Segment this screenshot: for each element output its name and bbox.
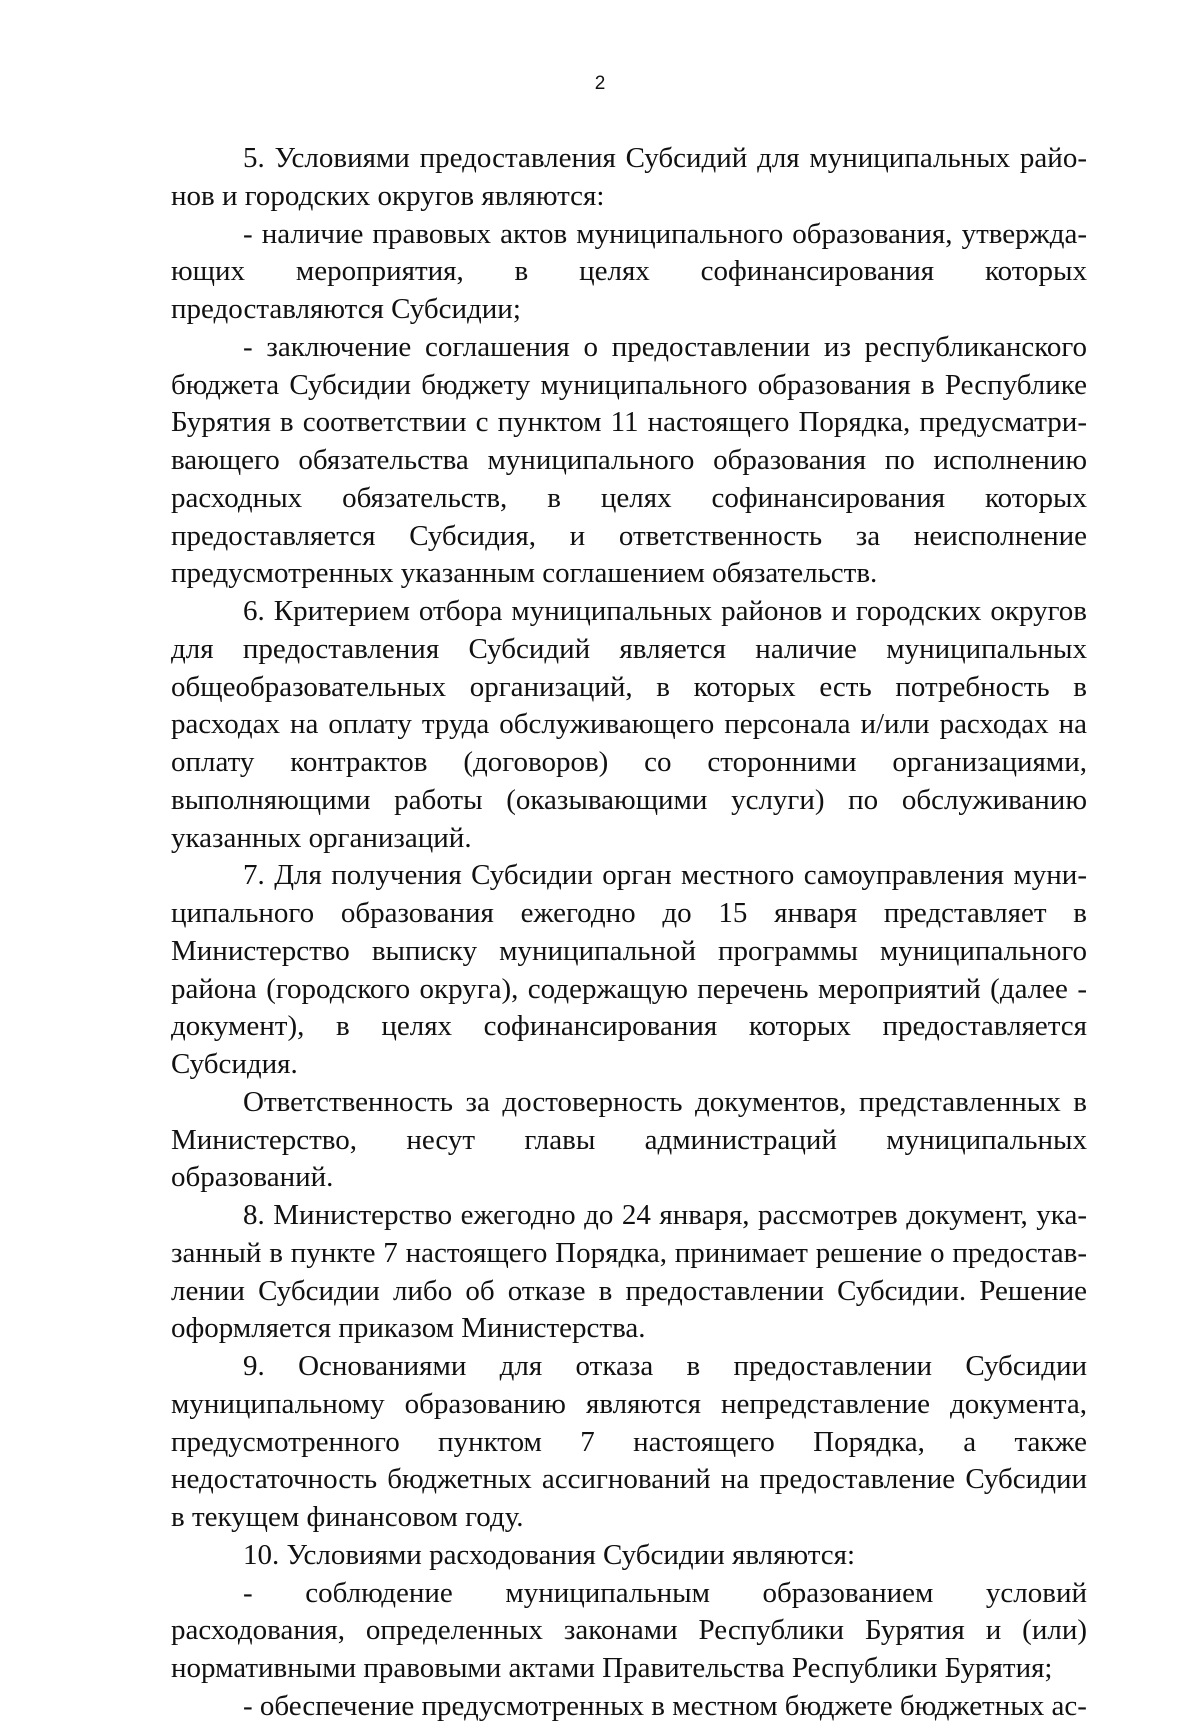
document-body — [171, 140, 1087, 1726]
paragraph-7-application: 7. Для получения Субсидии орган местного самоуправления муниципального образования ежегодно до 15 января представляет в Министерство выписку муниципальной программы муниципального района (городского округа), содержащую перечень мероприятий (далее - документ), в целях софинансирования которых предоставляется Субсидия. — [171, 859, 1087, 1080]
paragraph-8-decision: 8. Министерство ежегодно до 24 января, рассмотрев документ, указанный в пункте 7 настоящего Порядка, принимает решение о предоставлении Субсидии либо об отказе в предоставлении Субсидии. Решение оформляется приказом Министерства. — [171, 1199, 1087, 1345]
page-number: 2 — [594, 73, 606, 94]
paragraph-10-intro: 10. Условиями расходования Субсидии являются: — [243, 1538, 856, 1571]
paragraph-5-condition-legal-acts: - наличие правовых актов муниципального образования, утверждающих мероприятия, в целях софинансирования которых предоставляются Субсидии; — [171, 217, 1087, 325]
paragraph-10-condition-compliance: - соблюдение муниципальным образованием условий расходования, определенных законами Республики Бурятия и (или) нормативными правовыми актами Правительства Республики Бурятия; — [171, 1576, 1087, 1684]
paragraph-6-criterion: 6. Критерием отбора муниципальных районов и городских округов для предоставления Субсидий является наличие муниципальных общеобразовательных организаций, в которых есть потребность в расходах на оплату труда обслуживающего персонала и/или расходах на оплату контрактов (договоров) со сторонними организациями, выполняющими работы (оказывающими услуги) по обслуживанию указанных организаций. — [171, 595, 1087, 854]
paragraph-9-refusal-grounds: 9. Основаниями для отказа в предоставлении Субсидии муниципальному образованию являются непредставление документа, предусмотренного пунктом 7 настоящего Порядка, а также недостаточность бюджетных ассигнований на предоставление Субсидии в текущем финансовом году. — [171, 1350, 1087, 1533]
paragraph-5-condition-agreement: - заключение соглашения о предоставлении из республиканского бюджета Субсидии бюджету муниципального образования в Республике Бурятия в соответствии с пунктом 11 настоящего Порядка, предусматривающего обязательства муниципального образования по исполнению расходных обязательств, в целях софинансирования которых предоставляется Субсидия, и ответственность за неисполнение предусмотренных указанным соглашением обязательств. — [171, 330, 1087, 590]
paragraph-5-intro: 5. Условиями предоставления Субсидий для муниципальных районов и городских округов являются: — [171, 142, 1087, 212]
paragraph-10-condition-funding: - обеспечение предусмотренных в местном бюджете бюджетных ас- — [243, 1689, 1087, 1722]
paragraph-7-responsibility: Ответственность за достоверность документов, представленных в Министерство, несут главы администраций муниципальных образований. — [171, 1085, 1087, 1194]
